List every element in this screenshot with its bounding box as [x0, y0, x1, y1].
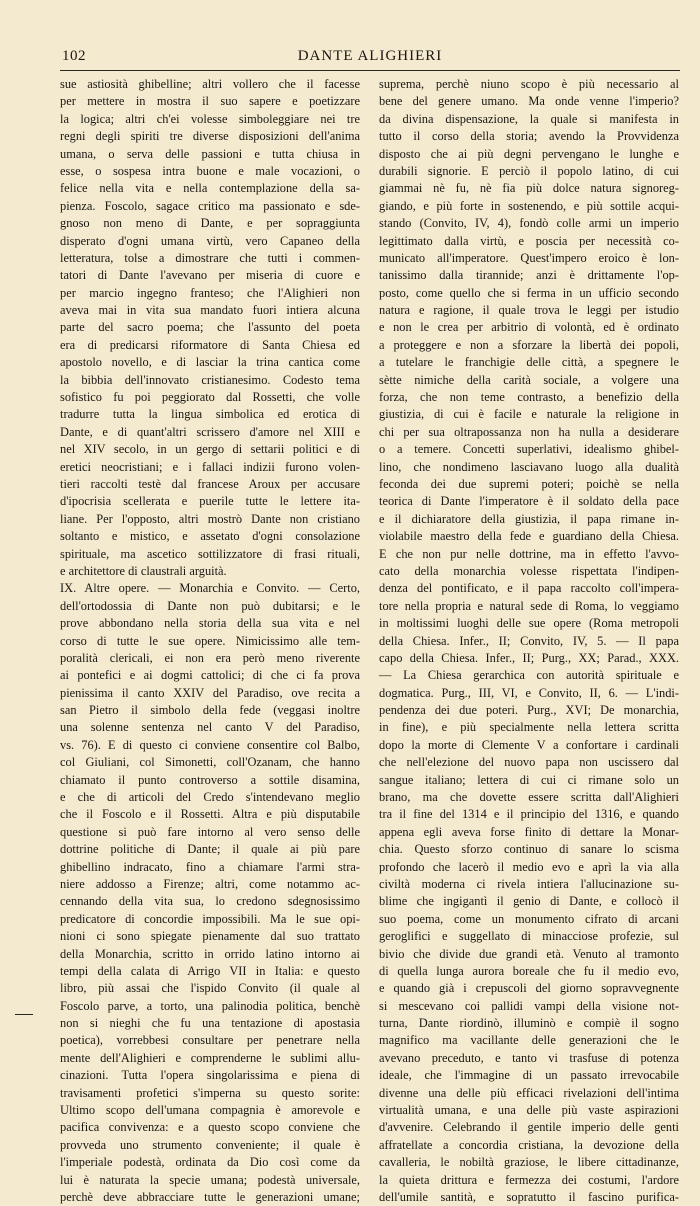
text-line: esse, o sospesa intra buone e male vocazioni, o	[60, 163, 360, 178]
text-line: della Monarchia, scritto in orrido latino intorno ai	[60, 946, 360, 961]
text-line: la logica; altri ch'ei volesse simboleggiare nei tre	[60, 111, 360, 126]
text-line: pienissima il canto XXIV del Paradiso, ove recita a	[60, 685, 360, 700]
text-line: pendenza dei due poteri. Purg., XVI; De monarchia,	[379, 703, 679, 718]
text-line: poralità clericali, ei non era però meno riverente	[60, 650, 360, 665]
running-title: DANTE ALIGHIERI	[297, 48, 443, 64]
text-line: ghibellino indracato, fino a chiamare l'armi stra-	[60, 859, 360, 874]
text-line: tatori di Dante l'avevano per miseria di cuore e	[60, 268, 360, 283]
text-line: Foscolo parve, a torto, una palinodia politica, benchè	[60, 998, 360, 1013]
text-line: tutto il corso della storia; avendo la Provvidenza	[379, 129, 679, 144]
text-line: affratellate a concordia cristiana, la devozione della	[379, 1137, 679, 1152]
text-line: feconda dei due supremi poteri; poichè se nella	[379, 476, 679, 491]
text-line: a tutelare le franchigie delle città, a spegnere le	[379, 355, 679, 370]
text-line: dogmatica. Purg., III, VI, e Convito, II, 6. — L'indi-	[379, 685, 679, 700]
text-line: a proteggere e non a sforzare la libertà dei popoli,	[379, 337, 679, 352]
text-line: travisamenti profetici s'imperna su questo sorite:	[60, 1085, 360, 1100]
text-line: umana, o serva delle passioni e tutta chiusa in	[60, 146, 360, 161]
text-line: predicatore di concordie impossibili. Ma le sue opi-	[60, 911, 360, 926]
text-line: d'ipocrisia scellerata e puerile tutte le lettere ita-	[60, 494, 360, 509]
text-line: nel XIV secolo, in un gergo di settarii politici e di	[60, 442, 360, 457]
text-line: dopo la morte di Clemente V a confortare i cardinali	[379, 737, 679, 752]
text-line: IX. Altre opere. — Monarchia e Convito. — Certo,	[60, 581, 360, 596]
text-line: chia. Questo sforzo continuo di sanare lo scisma	[379, 842, 679, 857]
text-line: si mescevano coi pallidi vampi della visione not-	[379, 998, 679, 1013]
text-line: durabili signorie. E perciò il popolo latino, di cui	[379, 163, 679, 178]
text-line: dell'ortodossia di Dante non può dubitarsi; e le	[60, 598, 360, 613]
text-line: dottrine politiche di Dante; il quale ai più pare	[60, 842, 360, 857]
text-line: divenne una delle più efficaci rivelazioni dell'intima	[379, 1085, 679, 1100]
text-line: posto, come quello che si ferma in un ufficio secondo	[379, 285, 679, 300]
text-line: soltanto e mistico, e assetato d'ogni consolazione	[60, 529, 360, 544]
text-line: Ultimo scopo dell'umana compagnia è amorevole e	[60, 1103, 360, 1118]
text-line: giando, e più forte in sostenendo, e più sottile acqui-	[379, 198, 679, 213]
text-line: magnifico ma vacillante delle generazioni che le	[379, 1033, 679, 1048]
text-line: mente dell'Alighieri e comprenderne le sublimi allu-	[60, 1050, 360, 1065]
text-line: in moltissimi luoghi delle sue opere (Roma metropoli	[379, 616, 679, 631]
text-line: libro, più assai che l'ispido Convito (il quale al	[60, 981, 360, 996]
text-line: municato all'imperatore. Quest'impero eroico è lon-	[379, 250, 679, 265]
text-line: d'avvenire. Celebrando il gentile imperio delle genti	[379, 1120, 679, 1135]
text-line: chiamato il punto controverso a sottile disamina,	[60, 772, 360, 787]
text-line: giustizia, di cui è facile e naturale la religione in	[379, 407, 679, 422]
text-line: gnoso non meno di Dante, e per sopraggiunta	[60, 216, 360, 231]
text-line: cato della monarchia volesse rispettata l'indipen-	[379, 563, 679, 578]
text-line: profondo che lacerò il medio evo e aprì la via alla	[379, 859, 679, 874]
text-line: — La Chiesa gerarchica con autorità spirituale e	[379, 668, 679, 683]
text-line: felice nella vita e nella contemplazione della sa-	[60, 181, 360, 196]
text-line: giammai nè fu, nè fia più dolce natura signoreg-	[379, 181, 679, 196]
text-line: suprema, perchè niuno scopo è più necessario al	[379, 77, 679, 91]
text-line: per marcio ingegno franteso; che l'Alighieri non	[60, 285, 360, 300]
text-line: e non le crea per arbitrio di volontà, ed è ordinato	[379, 320, 679, 335]
text-line: E che non pur nelle dottrine, ma in effetto l'avvo-	[379, 546, 679, 561]
text-line: parte del sacro poema; che l'assunto del poeta	[60, 320, 360, 335]
text-line: e quando già i crepuscoli del giorno sopravvegnente	[379, 981, 679, 996]
text-line: eretici neocristiani; e i fallaci indizii furono volen-	[60, 459, 360, 474]
text-line: e il dichiaratore della giustizia, il papa rimane in-	[379, 511, 679, 526]
text-line: provveda uno strumento conveniente; il quale è	[60, 1137, 360, 1152]
right-text-column	[379, 76, 679, 1206]
text-line: da divina dispensazione, la quale si manifesta in	[379, 111, 679, 126]
text-line: tradurre tutta la lingua simbolica ed erotica di	[60, 407, 360, 422]
text-line: appena egli aveva forse finito di dettare la Monar-	[379, 824, 679, 839]
text-line: legittimato dalla virtù, e poscia per necessità co-	[379, 233, 679, 248]
text-line: nioni ci sono spiegate pienamente dal suo trattato	[60, 929, 360, 944]
text-line: l'imperiale podestà, ordinata da Dio così come da	[60, 1155, 360, 1170]
text-line: disperato d'ogni umana virtù, vero Capaneo della	[60, 233, 360, 248]
text-line: poetica), vorrebbesi consultare per penetrare nella	[60, 1033, 360, 1048]
text-line: vs. 76). E di questo ci conviene consentire col Balbo,	[60, 737, 360, 752]
header-rule	[60, 70, 680, 71]
text-line: cavalleria, le nobiltà graziose, le libere cittadinanze,	[379, 1155, 679, 1170]
page-number: 102	[62, 48, 86, 64]
text-line: pienza. Foscolo, sagace critico ma passionato e sde-	[60, 198, 360, 213]
text-line: letteratura, tolse a dimostrare che tutti i commen-	[60, 250, 360, 265]
text-line: di quella lunga aurora boreale che fu il medio evo,	[379, 963, 679, 978]
text-line: stando (Convito, IV, 4), fondò colle armi un imperio	[379, 216, 679, 231]
text-line: sofistico fu poi peggiorato dal Rossetti, che volle	[60, 390, 360, 405]
text-line: niere addosso a Firenze; altri, come notammo ac-	[60, 876, 360, 891]
text-line: tieri raccolti testè dal francese Aroux per accusare	[60, 476, 360, 491]
text-line: e che di articoli del Credo s'intendevano meglio	[60, 790, 360, 805]
text-line: blime che ingigantì il genio di Dante, e collocò il	[379, 894, 679, 909]
text-line: in fine), e più specialmente nella lettera scritta	[379, 720, 679, 735]
text-line: o a temere. Concetti superlativi, idealismo ghibel-	[379, 442, 679, 457]
text-line: tore nella propria e natural sede di Roma, lo veggiamo	[379, 598, 679, 613]
text-line: brano, ma che dovette essere scritta dall'Alighieri	[379, 790, 679, 805]
text-line: tempi della calata di Arrigo VII in Italia: e questo	[60, 963, 360, 978]
text-line: sètte nimiche della carità sociale, a volgere una	[379, 372, 679, 387]
text-line: violabile maestro della fede e guardiano della Chiesa.	[379, 529, 679, 544]
text-line: pacifica convivenza: e a questo scopo conviene che	[60, 1120, 360, 1135]
text-line: della Chiesa. Infer., II; Convito, IV, 5. — Il papa	[379, 633, 679, 648]
text-line: col Giuliani, col Simonetti, coll'Ozanam, che hanno	[60, 755, 360, 770]
text-line: spirituale, ma ascetico sottilizzatore di frasi rituali,	[60, 546, 360, 561]
text-line: tra il fine del 1314 e il principio del 1316, e quando	[379, 807, 679, 822]
text-line: natura e ragione, il quale trova le leggi per istudio	[379, 303, 679, 318]
text-line: che nell'elezione del nuovo papa non uscissero dal	[379, 755, 679, 770]
text-line: non si nieghi che fu una tentazione di apostasia	[60, 1016, 360, 1031]
text-line: prove abbondano nella storia della sua vita e nel	[60, 616, 360, 631]
text-line: lui è naturata la specie umana; podestà universale,	[60, 1172, 360, 1187]
text-line: questione si può fare intorno al vero senso delle	[60, 824, 360, 839]
text-line: bivio che divide due grandi età. Venuto al tramonto	[379, 946, 679, 961]
left-text-column	[60, 76, 360, 1206]
text-line: corso di tutte le sue opere. Nimicissimo alle tem-	[60, 633, 360, 648]
text-line: aveva mai in vita sua mandato fuori intiera alcuna	[60, 303, 360, 318]
text-line: lino, che nondimeno lasciavano luogo alla dualità	[379, 459, 679, 474]
text-line: apostolo novello, e di lasciar la trina cantica come	[60, 355, 360, 370]
text-line: Dante, e di quant'altri scrissero d'amore nel XIII e	[60, 424, 360, 439]
text-line: geroglifici e suggellato di minacciose profezie, sul	[379, 929, 679, 944]
text-line: turna, Dante riordinò, illuminò e compiè il sogno	[379, 1016, 679, 1031]
text-line: e architettore di claustrali arguità.	[60, 563, 227, 578]
text-line: disposto che ai più degni pervengano le lunghe e	[379, 146, 679, 161]
text-line: sangue italiano; lettera di cui ci rimane solo un	[379, 772, 679, 787]
text-line: denza del pontificato, e il papa raccolto coll'impera-	[379, 581, 679, 596]
text-line: bene del genere umano. Ma onde venne l'imperio?	[379, 94, 679, 109]
text-line: era di predicarsi riformatore di Santa Chiesa ed	[60, 337, 360, 352]
text-line: forza, che non teme contrasto, a benefizio della	[379, 390, 679, 405]
text-line: liane. Per l'opposto, altri mostrò Dante non cristiano	[60, 511, 360, 526]
page-header	[60, 48, 680, 68]
text-line: la quieta drittura e fermezza dei costumi, l'ardore	[379, 1172, 679, 1187]
text-line: virtualità umana, e una delle più vaste aspirazioni	[379, 1103, 679, 1118]
text-line: civiltà moderna ci rivela intiera l'allucinazione su-	[379, 876, 679, 891]
text-line: suo poema, come un monumento cifrato di arcani	[379, 911, 679, 926]
text-line: chi per sua oltrapossanza non ha nulla a desiderare	[379, 424, 679, 439]
margin-mark	[15, 1014, 33, 1015]
text-line: capo della Chiesa. Infer., II; Purg., XX; Parad., XXX.	[379, 650, 679, 665]
text-line: teorica di Dante l'imperatore è il soldato della pace	[379, 494, 679, 509]
text-line: sue astiosità ghibelline; altri vollero che il facesse	[60, 77, 360, 91]
text-line: ai pontefici e ai dogmi cattolici; di che ci fa prova	[60, 668, 360, 683]
text-line: perchè deve abbracciare tutte le generazioni umane;	[60, 1190, 360, 1204]
text-line: per mettere in mostra il suo sapere e poetizzare	[60, 94, 360, 109]
text-line: che il Foscolo e il Rossetti. Altra e più disputabile	[60, 807, 360, 822]
text-line: cennando della vita sua, lo credono sdegnosissimo	[60, 894, 360, 909]
text-line: regni degli spiriti tre diverse disposizioni dell'anima	[60, 129, 360, 144]
text-line: ideale, che l'immagine di un passato irrevocabile	[379, 1068, 679, 1083]
text-line: san Pietro il simbolo della fede (veggasi inoltre	[60, 703, 360, 718]
text-line: dell'umile santità, e sopratutto il fascino purifica-	[379, 1190, 679, 1204]
text-line: avevano preceduto, e tanto vi trasfuse di potenza	[379, 1050, 679, 1065]
text-line: cinazioni. Tutta l'opera singolarissima e piena di	[60, 1068, 360, 1083]
text-line: tanissimo dalla tirannide; anzi è drittamente l'op-	[379, 268, 679, 283]
text-line: la bibbia dell'innovato cristianesimo. Codesto tema	[60, 372, 360, 387]
text-line: una solenne sentenza nel canto V del Paradiso,	[60, 720, 360, 735]
